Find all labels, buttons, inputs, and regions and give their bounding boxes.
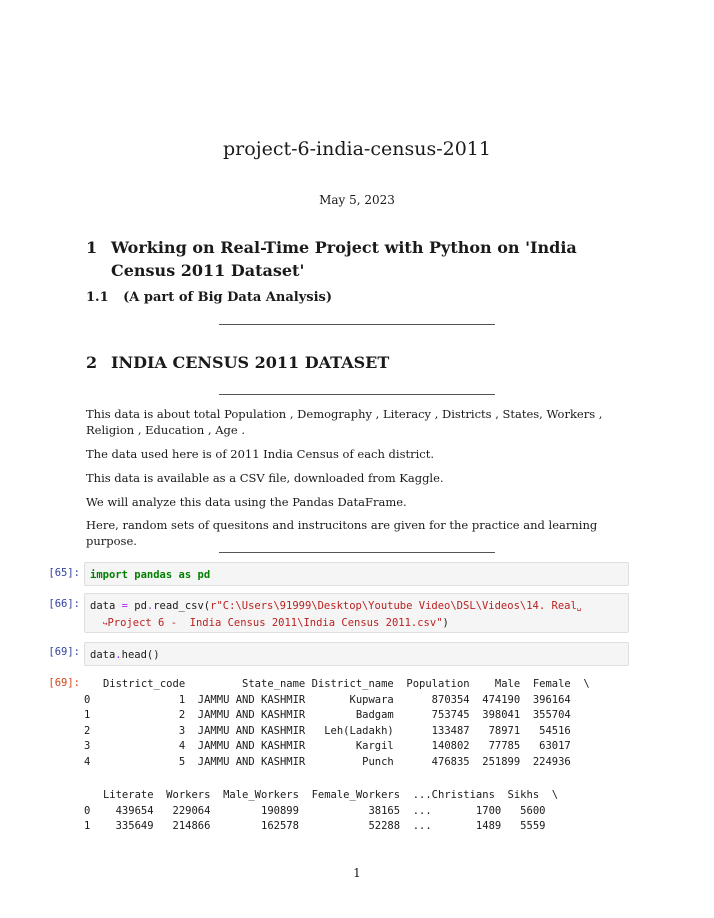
document-title: project-6-india-census-2011 bbox=[223, 138, 491, 160]
code-function: read_csv( bbox=[153, 600, 211, 612]
code-operator: . bbox=[115, 649, 122, 661]
input-prompt: [65]: bbox=[48, 567, 80, 579]
output-prompt: [69]: bbox=[48, 677, 80, 689]
horizontal-rule bbox=[219, 394, 495, 395]
input-prompt: [69]: bbox=[48, 646, 80, 658]
code-cell[interactable] bbox=[84, 642, 629, 666]
code-variable: data bbox=[90, 649, 116, 661]
code-operator: . bbox=[146, 600, 154, 612]
code-string: r"C:\Users\91999\Desktop\Youtube Video\DSL\Videos\14. Real bbox=[210, 600, 577, 612]
subsection-number: 1.1 bbox=[86, 290, 109, 305]
line-wrap-icon: ␣ bbox=[576, 602, 582, 611]
section-title: INDIA CENSUS 2011 DATASET bbox=[111, 353, 390, 372]
code-string: Project 6 - India Census 2011\India Census 2011.csv" bbox=[107, 617, 443, 629]
horizontal-rule bbox=[219, 552, 495, 553]
paragraph: We will analyze this data using the Pandas DataFrame. bbox=[86, 495, 407, 509]
code-operator: = bbox=[121, 600, 128, 612]
code-function: head() bbox=[121, 649, 160, 661]
section-number: 1 bbox=[86, 238, 98, 257]
subsection-title: (A part of Big Data Analysis) bbox=[123, 290, 332, 305]
paragraph: This data is available as a CSV file, downloaded from Kaggle. bbox=[86, 471, 444, 485]
code-keyword: import bbox=[90, 569, 128, 581]
page-number: 1 bbox=[353, 866, 361, 880]
dataframe-output-block-2: Literate Workers Male_Workers Female_Workers ...Christians Sikhs \ 0 439654 229064 190899 38165 ... 1700 5600 1 335649 214866 162578 52288 ... 1489 5559 bbox=[84, 789, 559, 832]
subsection-heading-1-1 bbox=[86, 290, 332, 305]
dataframe-output-block-1: District_code State_name District_name Population Male Female \ 0 1 JAMMU AND KASHMIR Kupwara 870354 474190 396164 1 2 JAMMU AND KASHMIR Badgam 753745 398041 355704 2 3 JAMMU AND KASHMIR Leh(Ladakh) 133487 78971 54516 3 4 JAMMU AND KASHMIR Kargil 140802 77785 63017 4 5 JAMMU AND KASHMIR Punch 476835 251899 224936 bbox=[84, 678, 590, 768]
input-prompt: [66]: bbox=[48, 598, 80, 610]
code-variable: data bbox=[90, 600, 122, 612]
code-keyword: as bbox=[178, 569, 192, 581]
horizontal-rule bbox=[219, 324, 495, 325]
code-paren: ) bbox=[442, 617, 449, 629]
section-heading-2 bbox=[86, 351, 638, 374]
paragraph: Here, random sets of quesitons and instrucitons are given for the practice and learning purpose. bbox=[86, 518, 598, 548]
section-heading-1 bbox=[86, 236, 638, 282]
code-cell[interactable] bbox=[84, 593, 629, 633]
paragraph: The data used here is of 2011 India Census of each district. bbox=[86, 447, 435, 461]
code-module: pandas bbox=[127, 569, 179, 581]
paragraph: This data is about total Population , Demography , Literacy , Districts , States, Workers , Religion , Education , Age . bbox=[86, 407, 603, 437]
code-identifier: pd bbox=[127, 600, 147, 612]
section-number: 2 bbox=[86, 353, 98, 372]
section-title: Working on Real-Time Project with Python on 'India Census 2011 Dataset' bbox=[111, 238, 577, 280]
continuation-arrow-icon: ↪ bbox=[102, 619, 108, 628]
document-date: May 5, 2023 bbox=[319, 193, 395, 207]
code-cell[interactable] bbox=[84, 562, 629, 586]
code-alias: pd bbox=[191, 569, 211, 581]
